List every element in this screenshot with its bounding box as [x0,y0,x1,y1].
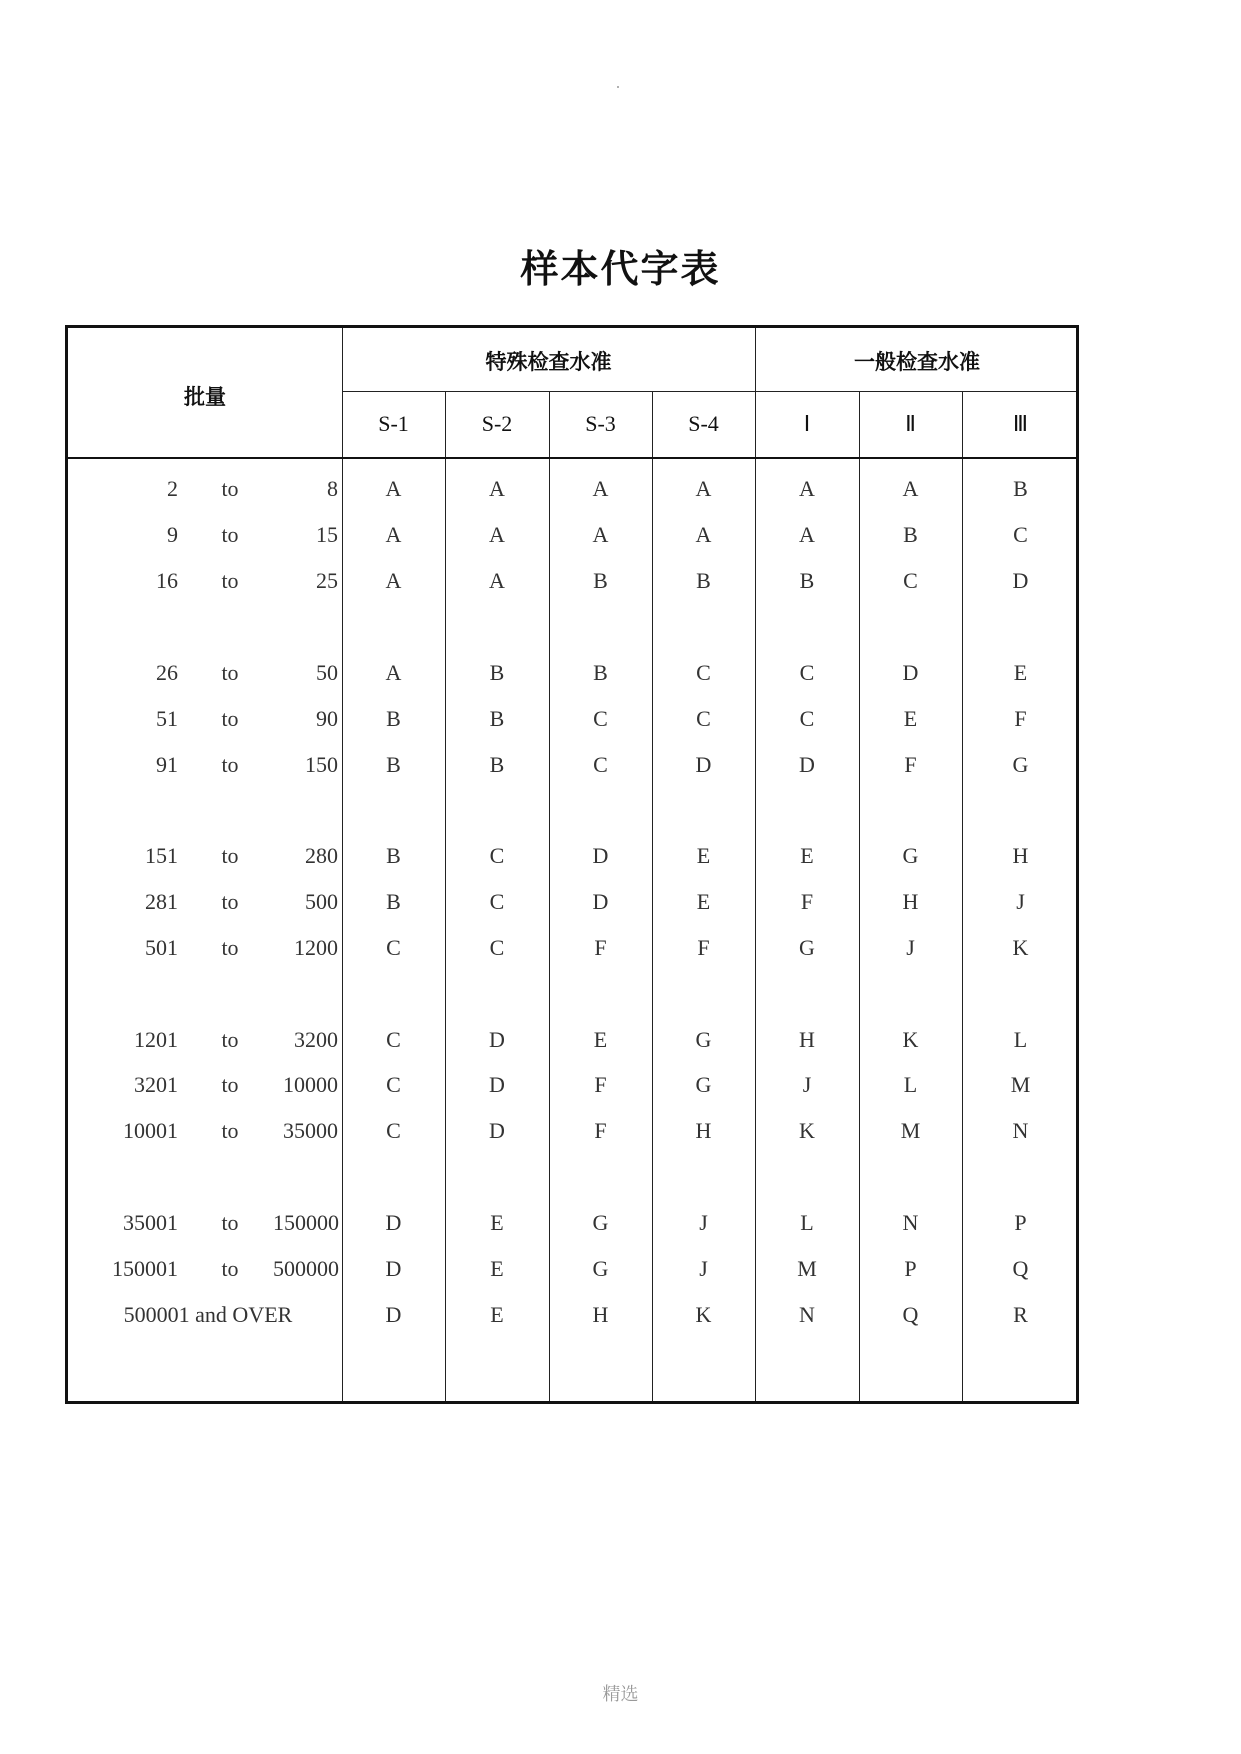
sample-code-cell: D [385,1256,402,1281]
sample-code-cell: A [489,476,505,501]
sample-code-cell: Q [902,1302,919,1327]
sample-code-cell: C [386,1027,401,1052]
sample-code-cell: M [1010,1072,1031,1097]
sample-code-cell: A [592,522,609,547]
sample-code-cell: M [797,1256,817,1281]
lot-size-cell [68,925,345,971]
sample-code-cell: D [489,1072,505,1097]
lot-size-to: to [221,889,239,914]
lot-size-upto: 500 [305,889,338,914]
table-row [68,512,1076,558]
sample-code-cell: K [1012,935,1029,960]
lot-size-upto: 10000 [283,1072,338,1097]
sample-code-cell: C [1013,522,1028,547]
lot-size-from: 281 [145,889,178,914]
lot-size-from: 16 [156,568,178,593]
sample-code-cell: A [489,568,505,593]
lot-size-cell [68,466,345,512]
sample-code-cell: B [1013,476,1028,501]
lot-size-from: 51 [156,706,178,731]
lot-size-cell [68,1200,345,1246]
sample-code-cell: E [490,1302,504,1327]
sample-code-cell: C [903,568,918,593]
sample-code-cell: L [903,1072,918,1097]
sample-code-cell: Q [1012,1256,1029,1281]
page-title: 样本代字表 [520,247,721,291]
lot-size-from: 9 [167,522,178,547]
sample-code-cell: C [489,935,505,960]
lot-size-to: to [221,752,239,777]
sample-code-cell: D [489,1027,505,1052]
table-row [68,696,1076,742]
lot-size-to: to [221,706,239,731]
sample-code-cell: G [695,1072,712,1097]
lot-size-cell [68,1108,345,1154]
lot-size-cell [68,650,345,696]
sample-code-cell: E [490,1210,504,1235]
sample-code-cell: H [695,1118,712,1143]
sample-code-cell: B [799,568,815,593]
sample-code-cell: G [592,1256,609,1281]
lot-size-cell [68,1246,345,1292]
general-level-header: 一般检查水准 [854,350,980,374]
header-divider [342,391,1076,392]
lot-size-upto: 35000 [283,1118,338,1143]
sample-code-cell: B [903,522,918,547]
sample-code-cell: D [695,752,712,777]
lot-size-to: to [221,935,239,960]
sample-code-cell: A [799,522,815,547]
sample-code-cell: F [697,935,710,960]
sample-code-cell: B [386,843,401,868]
sample-code-cell: A [489,522,505,547]
sample-code-cell: N [1012,1118,1029,1143]
lot-size-upto: 280 [305,843,338,868]
lot-size-upto: 8 [327,476,338,501]
lot-size-upto: 500000 [273,1256,339,1281]
sample-code-cell: J [906,935,915,960]
sample-code-cell: R [1013,1302,1028,1327]
sample-code-table [65,325,1079,1404]
level-3-header: Ⅲ [1012,411,1029,436]
sample-code-cell: C [593,752,608,777]
sample-code-cell: C [386,1072,401,1097]
sample-code-cell: C [696,660,711,685]
lot-size-upto: 150 [305,752,338,777]
sample-code-cell: A [592,476,609,501]
footer-text: 精选 [602,1684,639,1705]
table-row [68,1292,1076,1338]
lot-size-to: to [221,568,239,593]
sample-code-cell: G [695,1027,712,1052]
sample-code-cell: D [592,843,609,868]
level-s2-header: S-2 [481,411,513,436]
sample-code-cell: B [489,752,505,777]
level-s4-header: S-4 [688,411,719,436]
lot-size-upto: 3200 [294,1027,338,1052]
sample-code-cell: A [695,476,712,501]
level-s3-header: S-3 [585,411,616,436]
table-row [68,879,1076,925]
lot-size-from: 10001 [123,1118,178,1143]
sample-code-cell: B [593,660,608,685]
sample-code-cell: K [799,1118,815,1143]
sample-code-cell: H [799,1027,815,1052]
sample-code-cell: M [900,1118,921,1143]
lot-size-from: 35001 [123,1210,178,1235]
level-2-header: Ⅱ [905,411,916,436]
lot-size-to: to [221,476,239,501]
sample-code-cell: N [902,1210,919,1235]
lot-size-to: to [221,1072,239,1097]
sample-code-cell: P [1014,1210,1027,1235]
sample-code-cell: G [592,1210,609,1235]
sample-code-cell: A [902,476,919,501]
lot-size-from: 1201 [134,1027,178,1052]
sample-code-cell: H [592,1302,609,1327]
table-row [68,558,1076,604]
sample-code-cell: B [696,568,711,593]
table-row [68,466,1076,512]
sample-code-cell: A [385,568,402,593]
sample-code-cell: N [799,1302,815,1327]
sample-code-cell: C [386,1118,401,1143]
sample-code-cell: A [385,476,402,501]
table-row [68,925,1076,971]
lot-size-to: to [221,660,239,685]
sample-code-cell: K [902,1027,919,1052]
sample-code-cell: B [489,706,505,731]
lot-size-from: 501 [145,935,178,960]
sample-code-cell: E [800,843,814,868]
sample-code-cell: E [696,843,711,868]
sample-code-cell: F [594,935,607,960]
sample-code-cell: H [1012,843,1029,868]
sample-code-cell: D [902,660,919,685]
lot-size-to: to [221,1210,239,1235]
lot-size-to: to [221,1027,239,1052]
lot-size-cell [68,833,345,879]
page-dot [617,86,619,88]
lot-size-from: 2 [167,476,178,501]
lot-size-to: to [221,1118,239,1143]
sample-code-cell: D [592,889,609,914]
sample-code-cell: C [386,935,401,960]
sample-code-cell: C [799,706,815,731]
sample-code-cell: H [902,889,919,914]
sample-code-cell: E [1013,660,1028,685]
sample-code-cell: B [386,889,401,914]
table-row [68,650,1076,696]
level-s1-header: S-1 [378,411,409,436]
lot-size-cell [68,558,345,604]
table-row [68,742,1076,788]
sample-code-cell: A [695,522,712,547]
sample-code-cell: J [802,1072,812,1097]
sample-code-cell: D [489,1118,505,1143]
lot-size-cell [68,696,345,742]
sample-code-cell: C [489,889,505,914]
sample-code-cell: C [489,843,505,868]
sample-code-cell: J [699,1210,708,1235]
lot-size-cell [68,1017,345,1063]
sample-code-cell: B [593,568,608,593]
sample-code-cell: E [903,706,918,731]
lot-size-cell [68,879,345,925]
sample-code-cell: D [1012,568,1029,593]
table-row [68,833,1076,879]
sample-code-cell: C [799,660,815,685]
table-row [68,1200,1076,1246]
lot-size-from: 26 [156,660,178,685]
sample-code-cell: L [1013,1027,1028,1052]
sample-code-cell: F [1014,706,1027,731]
lot-size-to: to [221,843,239,868]
lot-size-label: 500001 and OVER [123,1302,293,1327]
lot-size-from: 150001 [112,1256,178,1281]
lot-size-to: to [221,522,239,547]
lot-size-cell [68,742,345,788]
lot-size-cell [68,512,345,558]
lot-size-upto: 90 [316,706,338,731]
sample-code-cell: E [696,889,711,914]
lot-size-from: 3201 [134,1072,178,1097]
header-bottom-line [68,457,1076,459]
sample-code-cell: A [799,476,815,501]
sample-code-cell: E [593,1027,608,1052]
sample-code-cell: C [696,706,711,731]
sample-code-cell: B [489,660,505,685]
sample-code-cell: F [594,1118,607,1143]
sample-code-cell: B [386,752,401,777]
lot-size-cell [68,1062,345,1108]
special-level-header: 特殊检查水准 [485,350,612,374]
sample-code-cell: D [385,1210,402,1235]
sample-code-cell: L [800,1210,814,1235]
lot-size-cell [68,1292,345,1338]
sample-code-cell: F [594,1072,607,1097]
sample-code-cell: F [904,752,917,777]
sample-code-cell: G [902,843,919,868]
sample-code-cell: G [799,935,815,960]
lot-size-upto: 25 [316,568,338,593]
sample-code-cell: B [386,706,401,731]
level-1-header: Ⅰ [803,411,811,436]
sample-code-cell: A [385,660,402,685]
lot-size-upto: 50 [316,660,338,685]
sample-code-cell: D [385,1302,402,1327]
sample-code-cell: P [904,1256,917,1281]
sample-code-cell: F [800,889,814,914]
lot-size-from: 151 [145,843,178,868]
sample-code-cell: A [385,522,402,547]
table-row [68,1246,1076,1292]
table-row [68,1062,1076,1108]
lot-size-upto: 1200 [294,935,338,960]
sample-code-cell: J [1016,889,1025,914]
lot-size-upto: 150000 [273,1210,339,1235]
sample-code-cell: G [1012,752,1029,777]
sample-code-cell: J [699,1256,708,1281]
table-row [68,1017,1076,1063]
lot-size-header: 批量 [184,385,226,409]
lot-size-upto: 15 [316,522,338,547]
sample-code-cell: E [490,1256,504,1281]
lot-size-from: 91 [156,752,178,777]
sample-code-cell: D [799,752,815,777]
lot-size-to: to [221,1256,239,1281]
sample-code-cell: C [593,706,608,731]
sample-code-cell: K [695,1302,712,1327]
table-row [68,1108,1076,1154]
